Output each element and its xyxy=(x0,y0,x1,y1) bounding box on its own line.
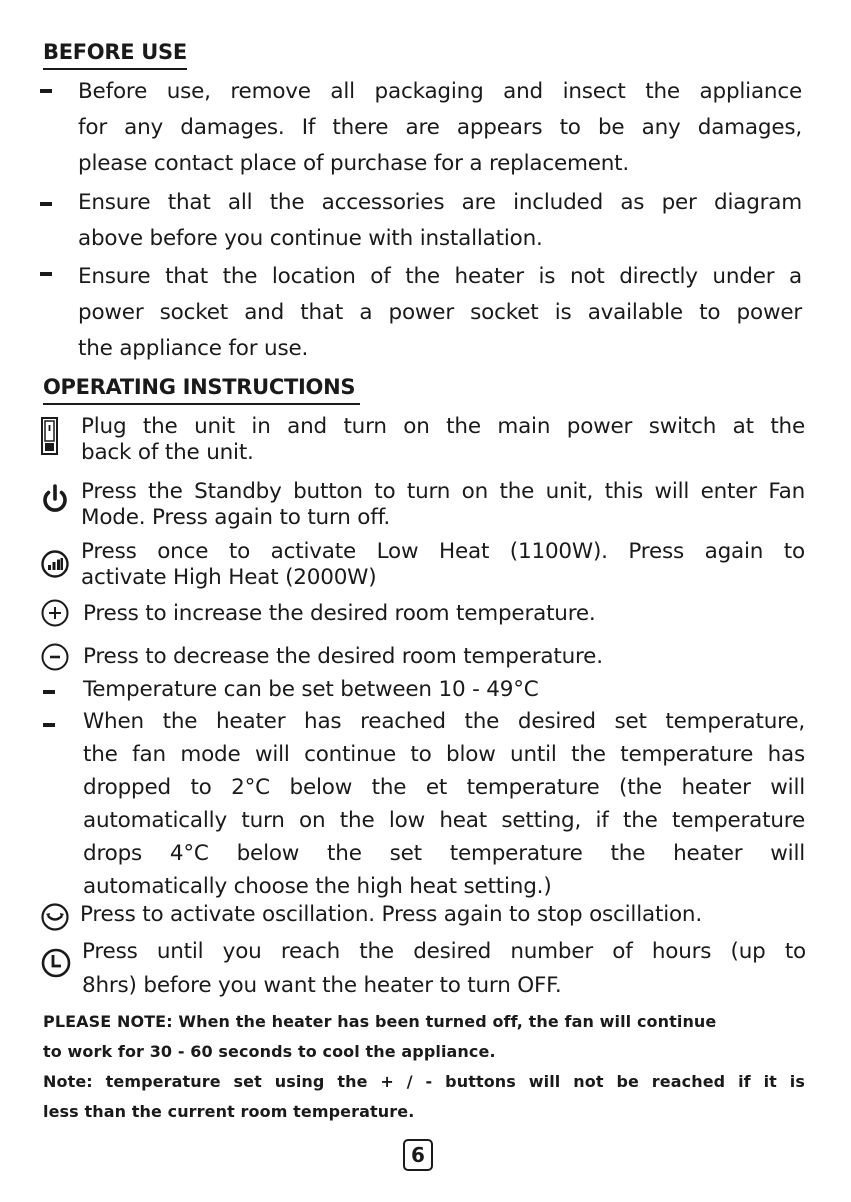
operating-item-oscillation: Press to activate oscillation. Press again to stop oscillation. xyxy=(80,902,702,927)
before-use-item-2: Ensure that all the accessories are included as per diagram above before you continue with installation. xyxy=(78,190,802,251)
heat-level-icon xyxy=(40,549,70,579)
please-note-text: PLEASE NOTE: When the heater has been turned off, the fan will continue to work for 30 - 60 seconds to cool the appliance. xyxy=(43,1012,717,1061)
dash-bullet xyxy=(40,272,52,276)
dash-bullet xyxy=(43,723,55,727)
operating-item-increase: Press to increase the desired room temperature. xyxy=(83,601,596,626)
dash-bullet xyxy=(43,690,55,694)
before-use-heading: BEFORE USE xyxy=(43,42,187,70)
standby-icon xyxy=(40,484,70,514)
timer-icon xyxy=(40,947,72,979)
before-use-item-3: Ensure that the location of the heater is not directly under a power socket and that a power socket is available to power the appliance for use. xyxy=(78,264,802,361)
minus-icon xyxy=(40,642,70,672)
plus-icon xyxy=(40,598,70,628)
operating-instructions-heading: OPERATING INSTRUCTIONS xyxy=(43,377,360,405)
before-use-item-1: Before use, remove all packaging and insect the appliance for any damages. If there are appears to be any damages, please contact place of purchase for a replacement. xyxy=(78,79,802,176)
operating-item-decrease: Press to decrease the desired room temperature. xyxy=(83,644,603,669)
oscillation-icon xyxy=(40,902,70,932)
operating-item-thermostat-behaviour: When the heater has reached the desired set temperature, the fan mode will continue to blow until the temperature has dropped to 2°C below the et temperature (the heater will automatically turn on the low heat setting, if the temperature drops 4°C below the set temperature the heater will automatically choose the high heat setting.) xyxy=(83,709,805,899)
operating-item-temperature-range: Temperature can be set between 10 - 49°C xyxy=(83,677,539,702)
dash-bullet xyxy=(40,202,52,206)
operating-item-standby: Press the Standby button to turn on the unit, this will enter Fan Mode. Press again to turn off. xyxy=(81,479,805,530)
operating-item-heat: Press once to activate Low Heat (1100W). Press again to activate High Heat (2000W) xyxy=(81,539,805,590)
page-number: 6 xyxy=(403,1139,433,1171)
power-switch-icon xyxy=(40,416,62,458)
operating-item-main-switch: Plug the unit in and turn on the main power switch at the back of the unit. xyxy=(81,414,805,465)
operating-item-timer: Press until you reach the desired number of hours (up to 8hrs) before you want the heater to turn OFF. xyxy=(82,939,806,998)
note-text: Note: temperature set using the + / - buttons will not be reached if it is less than the current room temperature. xyxy=(43,1072,805,1121)
dash-bullet xyxy=(40,89,52,93)
